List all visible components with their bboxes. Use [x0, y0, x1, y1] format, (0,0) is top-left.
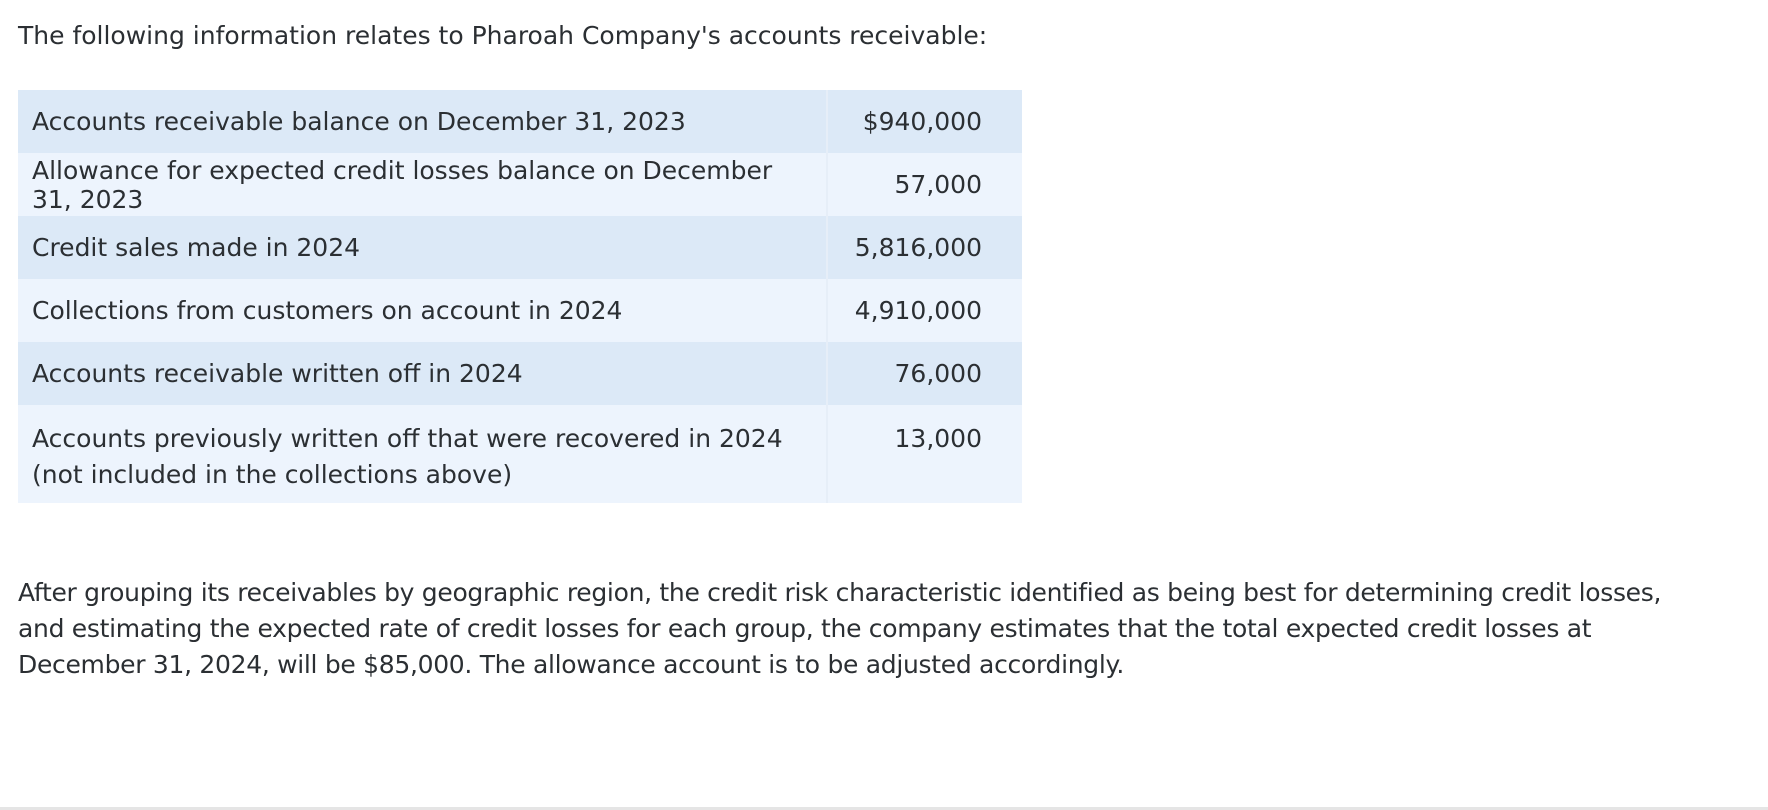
- row-label: Collections from customers on account in 2024: [18, 279, 827, 342]
- row-label: Credit sales made in 2024: [18, 216, 827, 279]
- closing-line: After grouping its receivables by geographic region, the credit risk characteristic identified as being best for determining credit losses,: [18, 578, 1662, 607]
- table-row: [18, 405, 1022, 503]
- closing-paragraph: [18, 575, 1758, 683]
- receivables-table: [18, 90, 1022, 503]
- row-amount: 4,910,000: [827, 279, 1022, 342]
- row-label-line: (not included in the collections above): [32, 460, 513, 489]
- table-row: [18, 279, 1022, 342]
- row-label: Accounts receivable balance on December 31, 2023: [18, 90, 827, 153]
- row-label: Allowance for expected credit losses balance on December 31, 2023: [18, 153, 827, 216]
- closing-line: and estimating the expected rate of credit losses for each group, the company estimates that the total expected credit losses at: [18, 614, 1592, 643]
- table-row: [18, 90, 1022, 153]
- closing-line: December 31, 2024, will be $85,000. The allowance account is to be adjusted accordingly.: [18, 650, 1125, 679]
- row-amount: 5,816,000: [827, 216, 1022, 279]
- row-label: Accounts receivable written off in 2024: [18, 342, 827, 405]
- table-row: [18, 216, 1022, 279]
- table-row: [18, 342, 1022, 405]
- row-amount: $940,000: [827, 90, 1022, 153]
- row-amount: 57,000: [827, 153, 1022, 216]
- row-label-line: Accounts previously written off that were recovered in 2024: [32, 424, 783, 453]
- table-row: [18, 153, 1022, 216]
- intro-text: The following information relates to Pharoah Company's accounts receivable:: [18, 21, 988, 50]
- row-amount: 76,000: [827, 342, 1022, 405]
- row-amount: 13,000: [827, 405, 1022, 503]
- row-label: [18, 405, 827, 503]
